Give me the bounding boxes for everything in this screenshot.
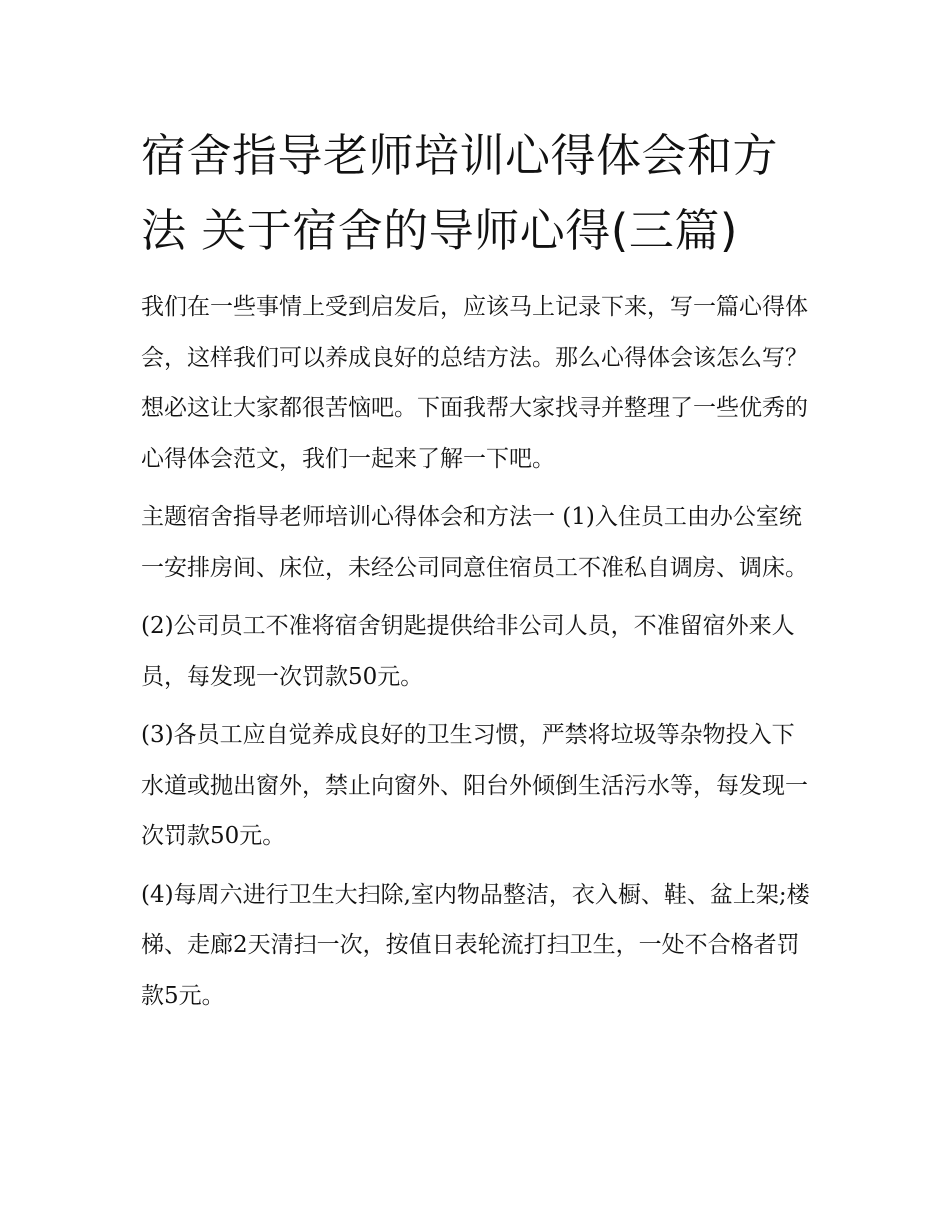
document-title: 宿舍指导老师培训心得体会和方法 关于宿舍的导师心得(三篇)	[141, 129, 779, 257]
rule-paragraph-3: (3)各员工应自觉养成良好的卫生习惯，严禁将垃圾等杂物投入下水道或抛出窗外，禁止向窗外、阳台外倾倒生活污水等，每发现一次罚款50元。	[141, 722, 808, 849]
document-body	[141, 118, 813, 1021]
rule-paragraph-4: (4)每周六进行卫生大扫除,室内物品整洁，衣入橱、鞋、盆上架;楼梯、走廊2天清扫一次，按值日表轮流打扫卫生，一处不合格者罚款5元。	[141, 881, 810, 1009]
rule-paragraph-2: (2)公司员工不准将宿舍钥匙提供给非公司人员，不准留宿外来人员，每发现一次罚款50元。	[141, 613, 795, 690]
rule-paragraph-1: 主题宿舍指导老师培训心得体会和方法一 (1)入住员工由办公室统一安排房间、床位，未经公司同意住宿员工不准私自调房、调床。	[141, 504, 808, 581]
intro-paragraph: 我们在一些事情上受到启发后，应该马上记录下来，写一篇心得体会，这样我们可以养成良好的总结方法。那么心得体会该怎么写？想必这让大家都很苦恼吧。下面我帮大家找寻并整理了一些优秀的心得体会范文，我们一起来了解一下吧。	[141, 294, 808, 472]
